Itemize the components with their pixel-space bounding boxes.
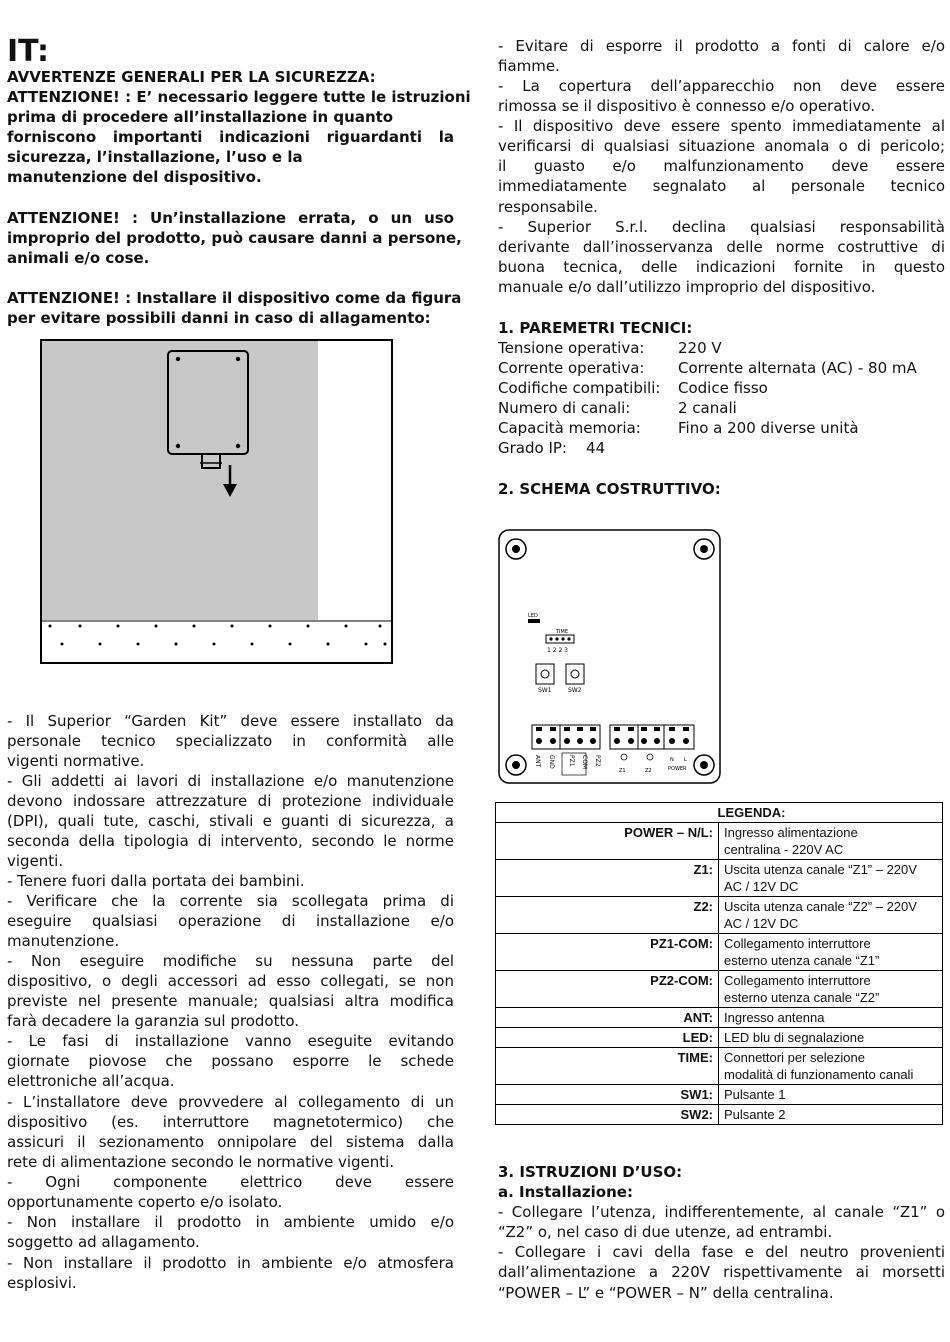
svg-text:COM: COM <box>581 755 588 770</box>
table-row: Z1: Uscita utenza canale “Z1” – 220V AC / 12V DC <box>496 860 943 897</box>
section-3-title: 3. ISTRUZIONI D’USO: <box>498 1163 683 1181</box>
table-row: SW2: Pulsante 2 <box>496 1105 943 1125</box>
table-row: POWER – N/L: Ingresso alimentazione centralina - 220V AC <box>496 823 943 860</box>
svg-text:Z2: Z2 <box>645 768 652 774</box>
table-row: ANT: Ingresso antenna <box>496 1008 943 1028</box>
svg-text:1 2 2 3: 1 2 2 3 <box>547 647 568 654</box>
device-box <box>168 351 248 468</box>
section-1-title: 1. PAREMETRI TECNICI: <box>498 319 693 337</box>
spec-grado-ip: Grado IP: 44 <box>498 439 606 457</box>
legend-title: LEGENDA: <box>496 803 943 823</box>
svg-text:SW2: SW2 <box>568 687 582 694</box>
svg-text:N: N <box>670 757 674 763</box>
table-row: SW1: Pulsante 1 <box>496 1085 943 1105</box>
circuit-board-diagram <box>498 529 722 785</box>
table-row: TIME: Connettori per selezione modalità di funzionamento canali <box>496 1048 943 1085</box>
z1-lamp-icon <box>621 754 627 760</box>
svg-text:LED: LED <box>528 613 538 619</box>
installation-figure <box>40 339 394 666</box>
z2-lamp-icon <box>647 754 653 760</box>
legend-table <box>495 802 943 1125</box>
legend-header-row <box>496 803 943 823</box>
table-row: PZ2-COM: Collegamento interruttore esterno utenza canale “Z2” <box>496 971 943 1008</box>
section-2-title: 2. SCHEMA COSTRUTTIVO: <box>498 480 721 498</box>
sw1-button <box>536 664 554 694</box>
table-row: LED: LED blu di segnalazione <box>496 1028 943 1048</box>
sw2-button <box>566 664 584 694</box>
terminal-block-right <box>610 725 694 749</box>
terminal-block-left <box>532 725 600 749</box>
svg-text:PZ2: PZ2 <box>594 755 601 767</box>
svg-text:PZ1: PZ1 <box>568 755 575 767</box>
subsection-a-title: a. Installazione: <box>498 1183 633 1201</box>
svg-text:TIME: TIME <box>556 629 569 635</box>
svg-text:POWER: POWER <box>668 766 687 772</box>
table-row: PZ1-COM: Collegamento interruttore esterno utenza canale “Z1” <box>496 934 943 971</box>
svg-text:GND: GND <box>548 755 555 769</box>
svg-text:SW1: SW1 <box>538 687 552 694</box>
language-heading: IT: <box>7 34 49 69</box>
svg-text:Z1: Z1 <box>619 768 626 774</box>
svg-text:ANT: ANT <box>534 755 541 768</box>
safety-title: AVVERTENZE GENERALI PER LA SICUREZZA: <box>7 68 376 86</box>
svg-text:L: L <box>684 757 687 763</box>
table-row: Z2: Uscita utenza canale “Z2” – 220V AC / 12V DC <box>496 897 943 934</box>
